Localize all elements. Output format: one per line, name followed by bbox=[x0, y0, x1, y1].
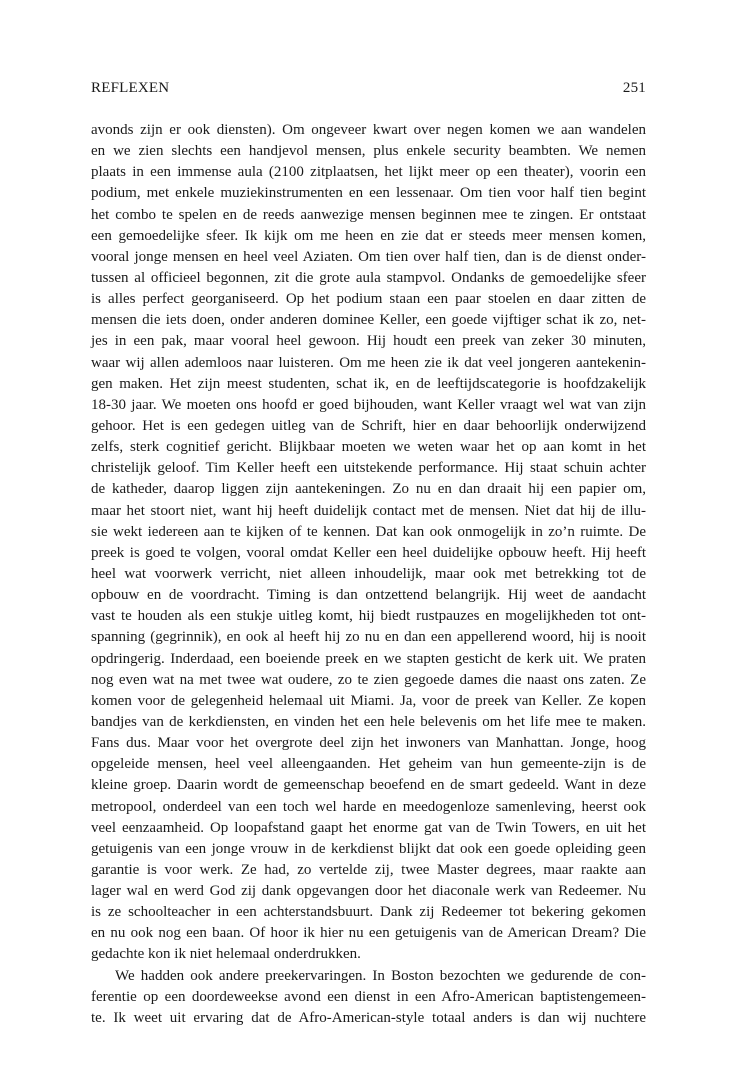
text-line: christelijk geloof. Tim Keller heeft een uitstekende performance. Hij staat schuin achter bbox=[91, 460, 646, 477]
text-line: sie wekt iedereen aan te kijken of te kennen. Dat kan ook onmogelijk in zo’n ruimte. De bbox=[91, 523, 646, 540]
text-line: lager wal en werd God zij dank opgevangen door het diaconale werk van Redeemer. Nu bbox=[91, 883, 646, 900]
text-line: jes in een pak, maar vooral heel gewoon. Hij houdt een preek van zeker 30 minuten, bbox=[91, 333, 646, 350]
text-line: bandjes van de kerkdiensten, en vinden het een hele belevenis om het life mee te maken. bbox=[91, 713, 646, 730]
text-line: opgeleide mensen, heel veel alleengaanden. Het geheim van hun gemeente-zijn is de bbox=[91, 756, 646, 773]
text-line: kleine groep. Daarin wordt de gemeenschap beoefend en de smart gedeeld. Want in deze bbox=[91, 777, 646, 794]
text-line: heel wat voorwerk verricht, niet alleen inhoudelijk, maar ook met betrekking tot de bbox=[91, 565, 646, 582]
text-line: opbouw en de voordracht. Timing is dan ontzettend belangrijk. Hij weet de aandacht bbox=[91, 587, 646, 604]
text-line: zelfs, sterk cognitief gericht. Blijkbaar moeten we weten waar het op aan komt in het bbox=[91, 439, 646, 456]
page-number: 251 bbox=[622, 80, 646, 96]
text-line: plaats in een immense aula (2100 zitplaatsen, het lijkt meer op een theater), voorin een bbox=[91, 164, 646, 181]
text-line: te. Ik weet uit ervaring dat de Afro-American-style totaal anders is dan wij nuchtere bbox=[91, 1009, 646, 1026]
running-header bbox=[91, 78, 646, 98]
text-line: het combo te spelen en de reeds aanwezige mensen beginnen mee te zingen. Er ontstaat bbox=[91, 206, 646, 223]
text-line: ferentie op een doordeweekse avond een dienst in een Afro-American baptistengemeen- bbox=[91, 988, 646, 1005]
text-line: waar wij allen ademloos naar luisteren. Om me heen zie ik dat veel jongeren aantekenin- bbox=[91, 354, 646, 371]
text-line: is alles perfect georganiseerd. Op het podium staan een paar stoelen en daar zitten de bbox=[91, 291, 646, 308]
text-line: avonds zijn er ook diensten). Om ongeveer kwart over negen komen we aan wandelen bbox=[91, 122, 646, 138]
text-line: mensen die iets doen, onder anderen dominee Keller, een goede vijftiger schat ik zo, net- bbox=[91, 312, 646, 329]
text-line: vooral jonge mensen en heel veel Aziaten. Om tien over half tien, dan is de dienst onder- bbox=[91, 248, 646, 265]
text-line: gehoor. Het is een gedegen uitleg van de Schrift, hier en daar behoorlijk onderwijzend bbox=[91, 417, 646, 434]
text-line: tussen al officieel begonnen, zit die grote aula stampvol. Ondanks de gemoedelijke sfeer bbox=[91, 269, 646, 286]
text-line: 18-30 jaar. We moeten ons hoofd er goed bijhouden, want Keller vraagt wel wat van zijn bbox=[91, 396, 646, 413]
text-line: en nu ook nog een baan. Of hoor ik hier nu een getuigenis van de American Dream? Die bbox=[91, 925, 646, 942]
paragraph bbox=[91, 966, 646, 1029]
text-line: garantie is voor werk. Ze had, zo vertelde zij, twee Master degrees, maar raakte aan bbox=[91, 861, 646, 878]
text-line: is ze schoolteacher in een achterstandsbuurt. Dank zij Redeemer tot bekering gekomen bbox=[91, 904, 646, 921]
text-line: metropool, onderdeel van een toch wel harde en meedogenloze samenleving, heerst ook bbox=[91, 798, 646, 815]
text-line: Fans dus. Maar voor het overgrote deel zijn het inwoners van Manhattan. Jonge, hoog bbox=[91, 735, 646, 752]
text-line: een gemoedelijke sfeer. Ik kijk om me heen en zie dat er steeds meer mensen komen, bbox=[91, 227, 646, 244]
text-line: podium, met enkele muziekinstrumenten en een lessenaar. Om tien voor half tien begint bbox=[91, 185, 646, 202]
text-line: komen voor de gelegenheid helemaal uit Miami. Ja, voor de preek van Keller. Ze kopen bbox=[91, 692, 646, 709]
text-line: nog even wat na met twee wat oudere, zo te zien gegoede dames die naast ons zaten. Ze bbox=[91, 671, 646, 688]
text-line: spanning (gegrinnik), en ook al heeft hij zo nu en dan een appellerend woord, hij is nooit bbox=[91, 629, 646, 646]
text-line: maar het stoort niet, want hij heeft duidelijk contact met de mensen. Niet dat hij de illu- bbox=[91, 502, 646, 519]
text-line: We hadden ook andere preekervaringen. In Boston bezochten we gedurende de con- bbox=[115, 967, 646, 984]
running-title: REFLEXEN bbox=[91, 80, 170, 96]
text-line: gen maken. Het zijn meest studenten, schat ik, en de leeftijdscategorie is hoofdzakelijk bbox=[91, 375, 646, 392]
text-line: veel eenzaamheid. Op loopafstand gaapt het enorme gat van de Twin Towers, en uit het bbox=[91, 819, 646, 836]
text-line: preek is goed te volgen, vooral omdat Keller een heel duidelijke opbouw heeft. Hij heeft bbox=[91, 544, 646, 561]
text-line: gedachte kon ik niet helemaal onderdrukken. bbox=[91, 946, 361, 963]
text-line: en we zien slechts een handjevol mensen, plus enkele security beambten. We nemen bbox=[91, 143, 646, 160]
body-text bbox=[91, 120, 646, 1029]
text-line: getuigenis van een jonge vrouw in de kerkdienst blijkt dat ook een goede opleiding geen bbox=[91, 840, 646, 857]
text-line: opdringerig. Inderdaad, een boeiende preek en we stapten gesticht de kerk uit. We praten bbox=[91, 650, 646, 667]
paragraph bbox=[91, 120, 646, 966]
text-line: vast te houden als een stukje uitleg komt, hij biedt rustpauzes en mogelijkheden tot ont- bbox=[91, 608, 646, 625]
text-line: de katheder, daarop liggen zijn aantekeningen. Zo nu en dan draait hij een papier om, bbox=[91, 481, 646, 498]
